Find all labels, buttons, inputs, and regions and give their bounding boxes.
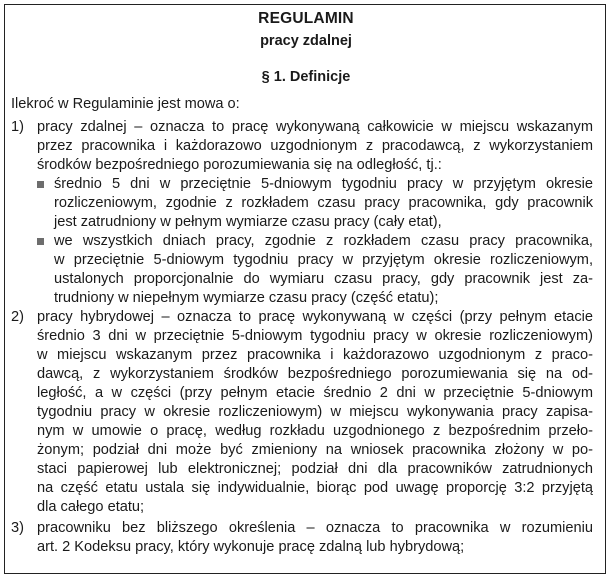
- bullet-text-line: rozliczeniowym, zgodnie z rozkładem czasu pracy pracownika, gdy pracownik: [54, 195, 593, 211]
- bullet-text-line: we wszystkich dniach pracy, zgodnie z rozkładem czasu pracy pracownika,: [54, 233, 593, 249]
- item-number: 3): [11, 520, 24, 536]
- item-text-line: nym w umowie o pracę, według rozkładu uzgodnionego z bezpośrednim przeło-: [37, 423, 593, 439]
- item-text-line: tygodniu pracy w okresie rozliczeniowym) w miejscu wykonywania pracy zapisa-: [37, 404, 593, 420]
- bullet-square: [37, 181, 44, 188]
- bullet-text-line: jest zatrudniony w pełnym wymiarze czasu pracy (cały etat),: [54, 214, 442, 230]
- item-text-line: staci papierowej lub elektronicznej; podział dni dla pracowników zatrudnionych: [37, 461, 593, 477]
- item-text-line: art. 2 Kodeksu pracy, który wykonuje pracę zdalną lub hybrydową;: [37, 539, 465, 555]
- bullet-square: [37, 238, 44, 245]
- document-title: REGULAMIN: [258, 10, 354, 27]
- document-subtitle: pracy zdalnej: [260, 33, 352, 49]
- item-text-line: przez pracownika i każdorazowo uzgodnionym z pracodawcą, z wykorzystaniem: [37, 138, 593, 154]
- item-text-line: żonym; podział dni może być zmieniony na wniosek pracownika złożony w po-: [37, 442, 593, 458]
- bullet-text-line: średnio 5 dni w przeciętnie 5-dniowym tygodniu pracy w przyjętym okresie: [54, 176, 593, 192]
- item-text-line: na część etatu ustala się indywidualnie, biorąc pod uwagę proporcję 3:2 przyjętą: [37, 480, 593, 496]
- item-text-line: środków bezpośredniego porozumiewania się na odległość, tj.:: [37, 157, 442, 173]
- item-text-line: dla całego etatu;: [37, 499, 145, 515]
- item-text-line: pracowniku bez bliższego określenia – oznacza to pracownika w rozumieniu: [37, 520, 593, 536]
- item-number: 2): [11, 309, 24, 325]
- item-number: 1): [11, 119, 24, 135]
- item-text-line: średnio 3 dni w przeciętnie 5-dniowym tygodniu pracy w okresie rozliczeniowym): [37, 328, 593, 344]
- item-text-line: dawcą, z wykorzystaniem środków bezpośredniego porozumiewania się na od-: [37, 366, 593, 382]
- item-text-line: w miejscu wskazanym przez pracownika i każdorazowo uzgodnionym z praco-: [37, 347, 593, 363]
- intro-text: Ilekroć w Regulaminie jest mowa o:: [11, 96, 240, 112]
- section-heading: § 1. Definicje: [261, 69, 351, 85]
- bullet-text-line: ustalonych proporcjonalnie do wymiaru czasu pracy, gdy pracownik jest za-: [54, 271, 593, 287]
- item-text-line: ległość, a w części (przy pełnym etacie średnio 2 dni w przeciętnie 5-dniowym: [37, 385, 593, 401]
- item-text-line: pracy hybrydowej – oznacza to pracę wykonywaną w części (przy pełnym etacie: [37, 309, 593, 325]
- bullet-text-line: trudniony w niepełnym wymiarze czasu pracy (część etatu);: [54, 290, 439, 306]
- bullet-text-line: w przeciętnie 5-dniowym tygodniu pracy w przyjętym okresie rozliczeniowym,: [54, 252, 593, 268]
- item-text-line: pracy zdalnej – oznacza to pracę wykonywaną całkowicie w miejscu wskazanym: [37, 119, 593, 135]
